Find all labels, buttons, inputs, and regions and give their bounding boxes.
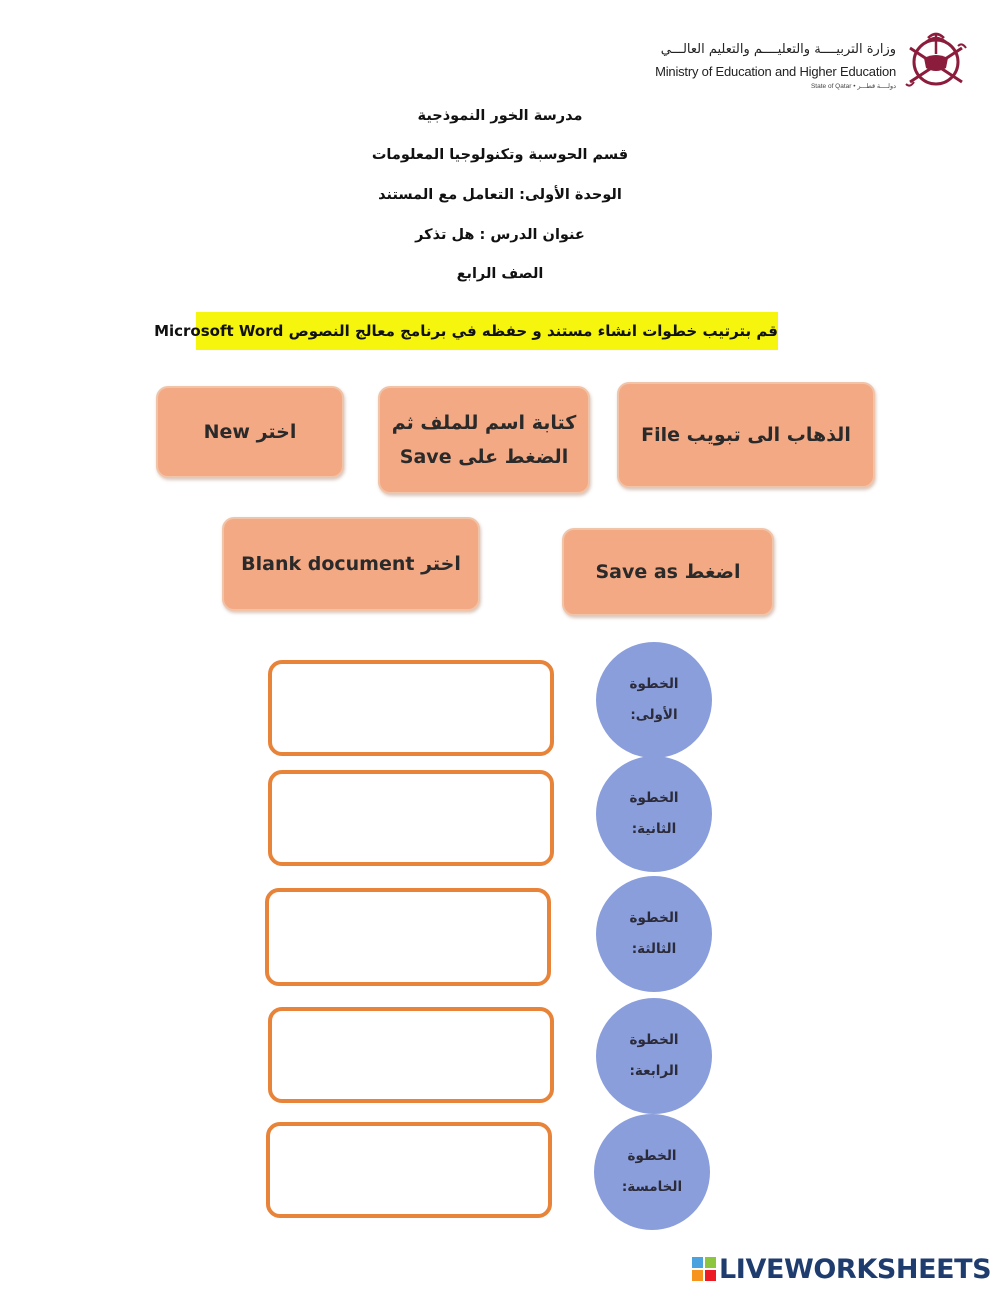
unit-title: الوحدة الأولى: التعامل مع المستند <box>378 187 622 203</box>
liveworksheets-mark-icon <box>692 1257 716 1281</box>
step-ordinal: الأولى: <box>630 707 678 723</box>
option-card-save-as[interactable] <box>562 528 774 616</box>
step-ordinal: الثالثة: <box>631 941 677 957</box>
state-of-qatar: State of Qatar • دولــــة قطـــر <box>810 83 896 90</box>
option-card-text: الضغط على Save <box>399 446 569 468</box>
option-card-text: الذهاب الى تبويب File <box>641 423 851 446</box>
option-card-text: اختر Blank document <box>241 552 461 575</box>
option-card-text: اختر New <box>203 420 297 443</box>
step-ordinal: الخامسة: <box>621 1179 683 1195</box>
ministry-name-en: Ministry of Education and Higher Education <box>655 64 896 79</box>
school-name: مدرسة الخور النموذجية <box>417 108 583 124</box>
option-card-blank-document[interactable] <box>222 517 480 611</box>
answer-slot-1[interactable] <box>268 660 554 756</box>
option-card-save[interactable] <box>378 386 590 494</box>
step-label: الخطوة <box>629 909 679 926</box>
brand-name: LIVEWORKSHEETS <box>719 1253 992 1285</box>
lesson-title: عنوان الدرس : هل تذكر <box>415 227 585 243</box>
qatar-emblem-icon <box>902 28 970 94</box>
step-circle-2 <box>596 756 712 872</box>
step-ordinal: الرابعة: <box>629 1063 679 1079</box>
answer-slot-2[interactable] <box>268 770 554 866</box>
step-label: الخطوة <box>629 789 679 806</box>
grade-label: الصف الرابع <box>456 266 544 282</box>
option-card-new[interactable] <box>156 386 344 478</box>
option-card-text: كتابة اسم للملف ثم <box>391 411 577 434</box>
instruction-banner: قم بترتيب خطوات انشاء مستند و حفظه في برنامج معالج النصوص Microsoft Word <box>196 312 778 350</box>
ministry-name-ar: وزارة التربيــــة والتعليــــم والتعليم العالـــي <box>660 42 896 57</box>
step-circle-5 <box>594 1114 710 1230</box>
option-card-file-tab[interactable] <box>617 382 875 488</box>
step-circle-3 <box>596 876 712 992</box>
step-circle-1 <box>596 642 712 758</box>
step-circle-4 <box>596 998 712 1114</box>
department-name: قسم الحوسبة وتكنولوجيا المعلومات <box>371 147 629 163</box>
step-label: الخطوة <box>629 1031 679 1048</box>
step-ordinal: الثانية: <box>631 821 677 837</box>
step-label: الخطوة <box>629 675 679 692</box>
answer-slot-4[interactable] <box>268 1007 554 1103</box>
step-label: الخطوة <box>627 1147 677 1164</box>
liveworksheets-logo <box>692 1252 991 1286</box>
ministry-logo <box>640 28 970 98</box>
option-card-text: اضغط Save as <box>595 560 741 583</box>
answer-slot-3[interactable] <box>265 888 551 986</box>
answer-slot-5[interactable] <box>266 1122 552 1218</box>
